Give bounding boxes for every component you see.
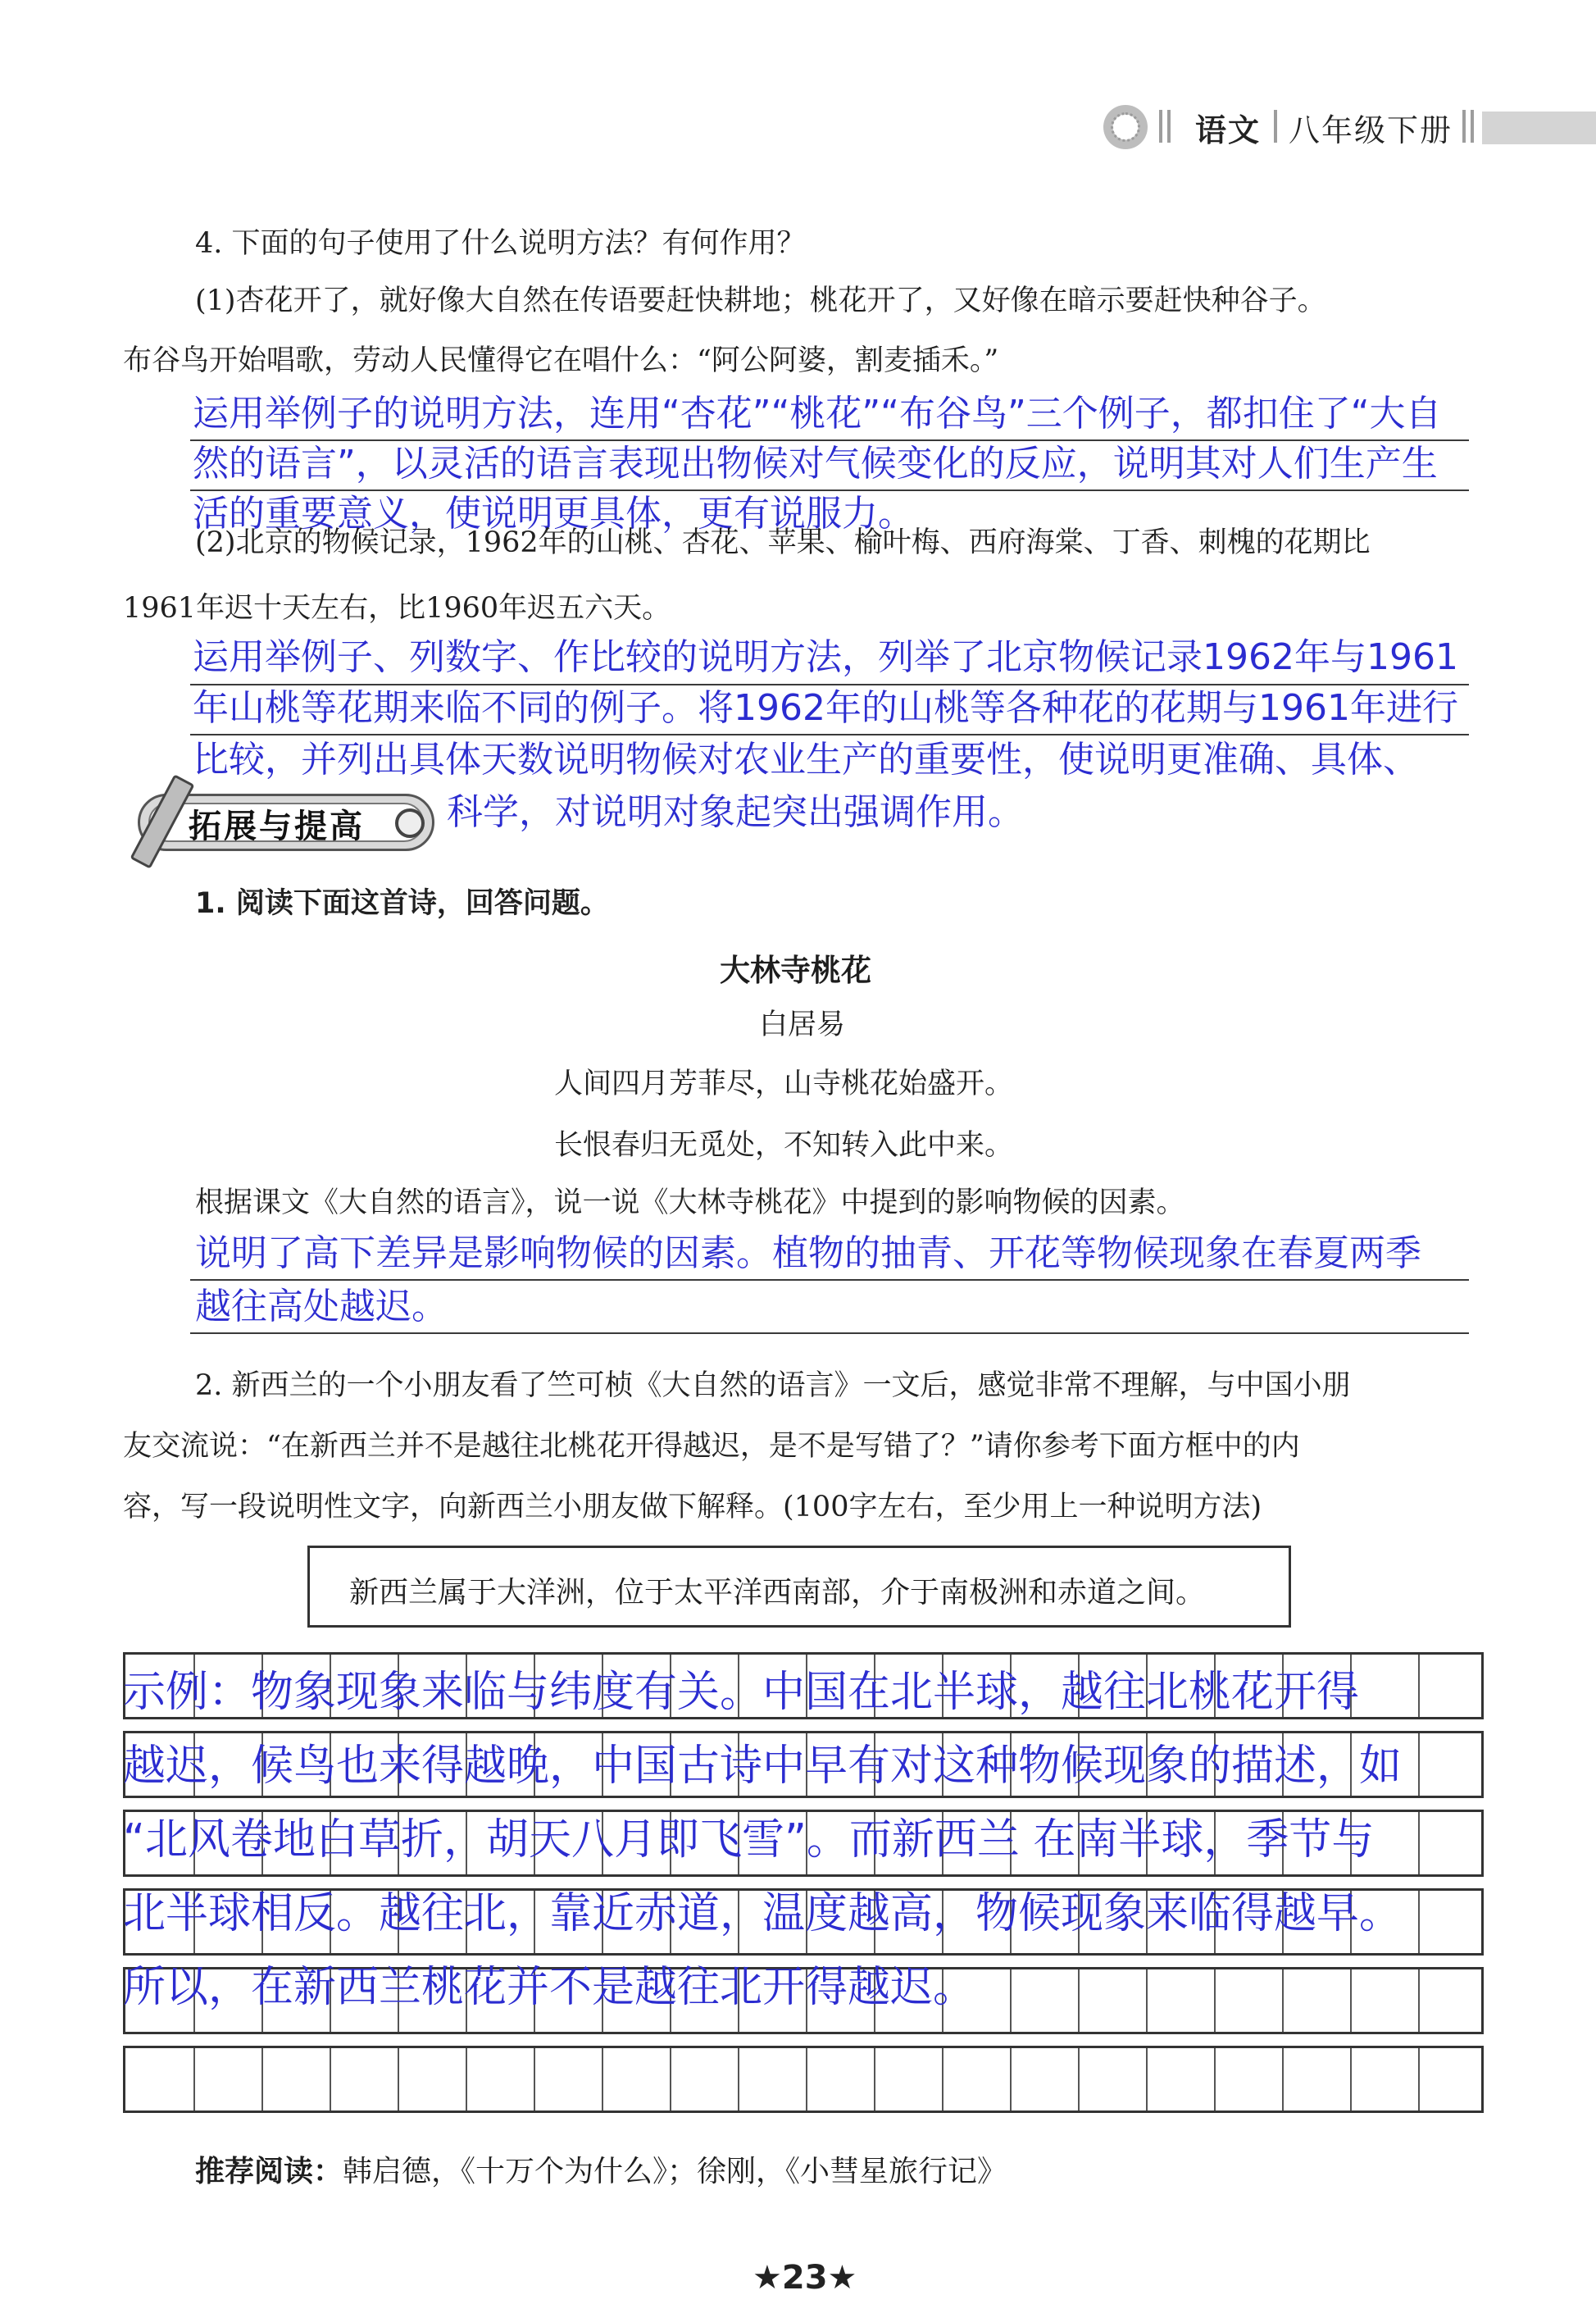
grid-cell-divider [1214, 1969, 1216, 2032]
section-title: 拓展与提高 [189, 808, 365, 845]
divider [1274, 110, 1277, 143]
grid-cell-divider [1418, 1891, 1420, 1953]
ex1-answer-line: 说明了高下差异是影响物候的因素。植物的抽青、开花等物候现象在春夏两季 [195, 1232, 1421, 1274]
grid-cell-divider [261, 2048, 263, 2110]
reading-label: 推荐阅读： [195, 2155, 343, 2188]
ex2-answer-line: 北半球相反。越往北，靠近赤道，温度越高，物候现象来临得越早。 [123, 1889, 1403, 1938]
ex2-answer-line: 示例：物象现象来临与纬度有关。中国在北半球，越往北桃花开得 [123, 1668, 1360, 1717]
ex2-prompt-line: 2. 新西兰的一个小朋友看了竺可桢《大自然的语言》一文后，感觉非常不理解，与中国小朋 [195, 1369, 1351, 1402]
section-banner [138, 785, 441, 861]
poem-line: 人间四月芳菲尽，山寺桃花始盛开。 [554, 1068, 1014, 1100]
grid-cell-divider [1146, 2048, 1148, 2110]
q4-answer1-line: 然的语言”，以灵活的语言表现出物候对气候变化的反应，说明其对人们生产生 [193, 443, 1438, 485]
recommended-reading [195, 2148, 1007, 2190]
page-header [1098, 98, 1596, 156]
ex1-answer-line: 越往高处越迟。 [195, 1286, 448, 1327]
grid-cell-divider [1418, 1969, 1420, 2032]
grid-cell-divider [1418, 1655, 1420, 1717]
ex2-answer-line: “北风卷地白草折，胡天八月即飞雪”。而新西兰 在南半球，季节与 [123, 1815, 1375, 1865]
grid-cell-divider [806, 2048, 807, 2110]
ex1-prompt: 1. 阅读下面这首诗，回答问题。 [195, 887, 609, 920]
grid-cell-divider [1078, 1969, 1080, 2032]
grid-cell-divider [874, 2048, 875, 2110]
answer-rule [190, 734, 1469, 735]
q4-answer2-line: 科学，对说明对象起突出强调作用。 [447, 791, 1024, 833]
grid-cell-divider [1146, 1969, 1148, 2032]
q4-sentence2-line1: (2)北京的物候记录，1962年的山桃、杏花、苹果、榆叶梅、西府海棠、丁香、刺槐的花期比 [195, 526, 1371, 559]
grid-cell-divider [466, 2048, 467, 2110]
q4-answer2-line: 运用举例子、列数字、作比较的说明方法，列举了北京物候记录1962年与1961 [193, 636, 1458, 678]
answer-rule [190, 1279, 1469, 1281]
grid-cell-divider [1282, 1969, 1284, 2032]
writing-grid [123, 1652, 1484, 2132]
ex2-answer-line: 所以，在新西兰桃花并不是越往北开得越迟。 [123, 1963, 976, 2012]
grid-cell-divider [1010, 2048, 1012, 2110]
page-number: ★23★ [753, 2259, 857, 2297]
grid-cell-divider [330, 2048, 331, 2110]
grid-row [123, 2046, 1484, 2113]
divider [1159, 110, 1162, 143]
q4-answer1-line: 运用举例子的说明方法，连用“杏花”“桃花”“布谷鸟”三个例子，都扣住了“大自 [193, 393, 1442, 435]
info-box [307, 1546, 1291, 1628]
grid-cell-divider [1350, 2048, 1352, 2110]
info-box-text: 新西兰属于大洋洲，位于太平洋西南部，介于南极洲和赤道之间。 [349, 1576, 1206, 1610]
subject-label: 语文 [1195, 112, 1262, 148]
divider [1167, 110, 1171, 143]
q4-sentence1-line2: 布谷鸟开始唱歌，劳动人民懂得它在唱什么：“阿公阿婆，割麦插禾。” [123, 344, 999, 377]
q4-sentence1-line1: (1)杏花开了，就好像大自然在传语要赶快耕地；桃花开了，又好像在暗示要赶快种谷子。 [195, 285, 1326, 317]
grid-cell-divider [1418, 1733, 1420, 1796]
answer-rule [190, 1332, 1469, 1334]
ex2-prompt-line: 容，写一段说明性文字，向新西兰小朋友做下解释。(100字左右，至少用上一种说明方法) [123, 1491, 1262, 1523]
grid-cell-divider [1214, 2048, 1216, 2110]
grid-cell-divider [602, 2048, 603, 2110]
grid-cell-divider [670, 2048, 671, 2110]
grade-label: 八年级下册 [1289, 112, 1453, 148]
ring-icon [395, 808, 425, 838]
grid-cell-divider [1418, 2048, 1420, 2110]
grid-cell-divider [1010, 1969, 1012, 2032]
poem-line: 长恨春归无觅处，不知转入此中来。 [554, 1129, 1014, 1162]
reading-text: 韩启德，《十万个为什么》；徐刚，《小彗星旅行记》 [343, 2155, 1007, 2188]
ex2-answer-line: 越迟，候鸟也来得越晚，中国古诗中早有对这种物候现象的描述，如 [123, 1742, 1403, 1791]
poem-title: 大林寺桃花 [720, 953, 871, 988]
grid-cell-divider [942, 2048, 944, 2110]
grid-cell-divider [534, 2048, 535, 2110]
grid-cell-divider [1350, 1969, 1352, 2032]
grid-cell-divider [1418, 1812, 1420, 1874]
poem-author: 白居易 [759, 1009, 846, 1041]
q4-answer2-line: 年山桃等花期来临不同的例子。将1962年的山桃等各种花的花期与1961年进行 [193, 687, 1458, 729]
q4-answer1-line: 活的重要意义，使说明更具体，更有说服力。 [193, 493, 914, 535]
q4-answer2-line: 比较，并列出具体天数说明物候对农业生产的重要性，使说明更准确、具体、 [193, 739, 1419, 781]
q4-prompt: 4. 下面的句子使用了什么说明方法？有何作用？ [195, 227, 806, 260]
grid-cell-divider [1078, 2048, 1080, 2110]
ex1-question: 根据课文《大自然的语言》，说一说《大林寺桃花》中提到的影响物候的因素。 [195, 1186, 1185, 1219]
divider [1471, 110, 1474, 143]
grid-cell-divider [398, 2048, 399, 2110]
divider [1462, 110, 1466, 143]
sun-logo-icon [1103, 105, 1148, 149]
grid-cell-divider [193, 2048, 195, 2110]
q4-sentence2-line2: 1961年迟十天左右，比1960年迟五六天。 [123, 592, 671, 625]
grid-cell-divider [1282, 2048, 1284, 2110]
grid-cell-divider [738, 2048, 739, 2110]
ex2-prompt-line: 友交流说：“在新西兰并不是越往北桃花开得越迟，是不是写错了？”请你参考下面方框中的内 [123, 1430, 1300, 1463]
header-decoration [1482, 112, 1596, 144]
